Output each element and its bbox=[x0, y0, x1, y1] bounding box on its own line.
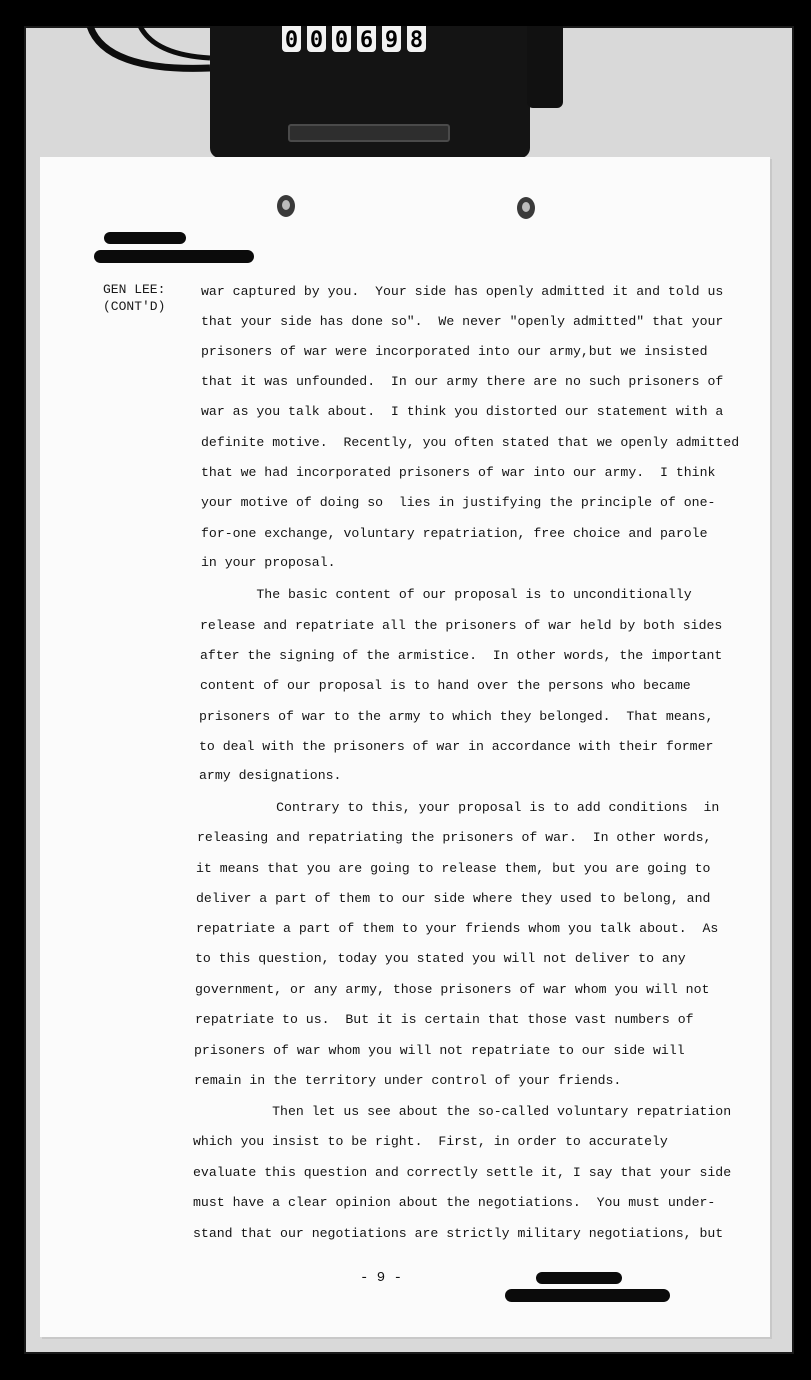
redaction-bar bbox=[505, 1289, 670, 1302]
clip-tab bbox=[527, 26, 563, 108]
text-line: releasing and repatriating the prisoners of war. In other words, bbox=[197, 830, 712, 845]
text-line: prisoners of war whom you will not repatriate to our side will bbox=[194, 1043, 685, 1058]
text-line: it means that you are going to release them, but you are going to bbox=[196, 861, 711, 876]
text-line: The basic content of our proposal is to unconditionally bbox=[201, 587, 692, 602]
counter-digit: 0 bbox=[332, 26, 351, 52]
text-line: Then let us see about the so-called voluntary repatriation bbox=[193, 1104, 732, 1119]
text-line: evaluate this question and correctly settle it, I say that your side bbox=[193, 1165, 732, 1180]
counter-digit: 8 bbox=[407, 26, 426, 52]
clip-cable-icon bbox=[80, 26, 220, 86]
text-line: repatriate to us. But it is certain that those vast numbers of bbox=[195, 1012, 694, 1027]
text-line: prisoners of war to the army to which they belonged. That means, bbox=[199, 709, 714, 724]
text-line: release and repatriate all the prisoners of war held by both sides bbox=[200, 618, 723, 633]
speaker-label: GEN LEE: (CONT'D) bbox=[103, 282, 166, 314]
text-line: for-one exchange, voluntary repatriation, free choice and parole bbox=[201, 526, 708, 541]
page-number: - 9 - bbox=[360, 1270, 403, 1286]
text-line: army designations. bbox=[199, 768, 342, 783]
punch-hole-icon bbox=[277, 195, 295, 217]
text-line: war as you talk about. I think you distorted our statement with a bbox=[201, 404, 724, 419]
text-line: Contrary to this, your proposal is to add conditions in bbox=[197, 800, 720, 815]
text-line: remain in the territory under control of your friends. bbox=[194, 1073, 622, 1088]
text-line: repatriate a part of them to your friends whom you talk about. As bbox=[196, 921, 719, 936]
punch-hole-icon bbox=[517, 197, 535, 219]
redaction-bar bbox=[94, 250, 254, 263]
text-line: which you insist to be right. First, in order to accurately bbox=[193, 1134, 668, 1149]
counter-digit: 6 bbox=[357, 26, 376, 52]
text-line: deliver a part of them to our side where they used to belong, and bbox=[196, 891, 711, 906]
clip-slot bbox=[288, 124, 450, 142]
text-line: that we had incorporated prisoners of war into our army. I think bbox=[201, 465, 716, 480]
frame-counter bbox=[282, 26, 426, 52]
text-line: must have a clear opinion about the negotiations. You must under- bbox=[193, 1195, 716, 1210]
counter-digit: 0 bbox=[307, 26, 326, 52]
text-line: your motive of doing so lies in justifying the principle of one- bbox=[201, 495, 716, 510]
text-line: definite motive. Recently, you often stated that we openly admitted bbox=[201, 435, 740, 450]
counter-digit: 0 bbox=[282, 26, 301, 52]
text-line: government, or any army, those prisoners of war whom you will not bbox=[195, 982, 710, 997]
redaction-bar bbox=[536, 1272, 622, 1284]
redaction-bar bbox=[104, 232, 186, 244]
text-line: content of our proposal is to hand over the persons who became bbox=[200, 678, 691, 693]
text-line: stand that our negotiations are strictly military negotiations, but bbox=[193, 1226, 724, 1241]
counter-digit: 9 bbox=[382, 26, 401, 52]
text-line: after the signing of the armistice. In other words, the important bbox=[200, 648, 723, 663]
text-line: that your side has done so". We never "openly admitted" that your bbox=[201, 314, 724, 329]
text-line: to deal with the prisoners of war in accordance with their former bbox=[199, 739, 714, 754]
text-line: in your proposal. bbox=[201, 555, 336, 570]
text-line: to this question, today you stated you will not deliver to any bbox=[195, 951, 686, 966]
text-line: that it was unfounded. In our army there are no such prisoners of bbox=[201, 374, 724, 389]
text-line: prisoners of war were incorporated into our army,but we insisted bbox=[201, 344, 708, 359]
text-line: war captured by you. Your side has openly admitted it and told us bbox=[201, 284, 724, 299]
